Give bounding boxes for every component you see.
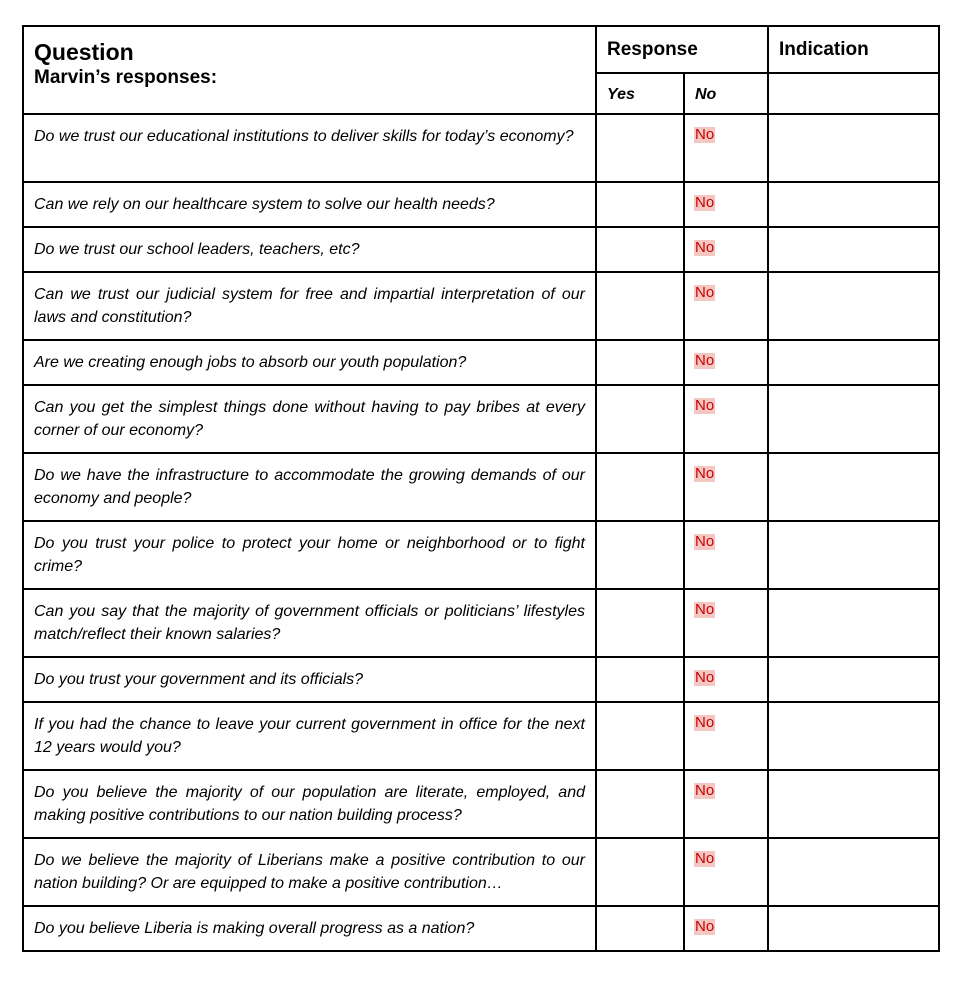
no-answer-cell [684,227,768,272]
question-text: Can we trust our judicial system for free and impartial interpretation of our laws and constitution? [23,272,596,340]
indication-cell [768,453,939,521]
yes-answer-cell [596,770,684,838]
yes-column-header: Yes [596,73,684,114]
no-answer-mark: No [695,918,715,935]
no-answer-mark: No [695,126,715,143]
question-header-cell [23,26,596,114]
indication-cell [768,906,939,951]
no-answer-mark: No [695,669,715,686]
question-row [23,770,939,838]
no-answer-mark: No [695,352,715,369]
question-text: If you had the chance to leave your current government in office for the next 12 years would you? [23,702,596,770]
indication-cell [768,657,939,702]
survey-table-body [23,26,939,951]
no-answer-cell [684,272,768,340]
no-answer-cell [684,521,768,589]
question-row [23,453,939,521]
response-header: Response [596,26,768,73]
yes-answer-cell [596,340,684,385]
no-answer-mark: No [695,533,715,550]
indication-cell [768,702,939,770]
no-answer-mark: No [695,850,715,867]
question-text: Are we creating enough jobs to absorb our youth population? [23,340,596,385]
question-text: Do you trust your police to protect your home or neighborhood or to fight crime? [23,521,596,589]
indication-cell [768,227,939,272]
yes-answer-cell [596,114,684,182]
yes-answer-cell [596,521,684,589]
question-row [23,182,939,227]
indication-cell [768,838,939,906]
question-row [23,702,939,770]
question-text: Do we believe the majority of Liberians make a positive contribution to our nation building? Or are equipped to make a positive contribution… [23,838,596,906]
no-answer-cell [684,114,768,182]
yes-answer-cell [596,702,684,770]
no-answer-mark: No [695,714,715,731]
no-answer-cell [684,770,768,838]
no-answer-mark: No [695,397,715,414]
question-text: Do you believe Liberia is making overall progress as a nation? [23,906,596,951]
no-answer-cell [684,182,768,227]
yes-answer-cell [596,906,684,951]
no-answer-cell [684,838,768,906]
question-row [23,521,939,589]
responses-subtitle: Marvin’s responses: [34,67,218,88]
indication-subheader-cell [768,73,939,114]
indication-cell [768,770,939,838]
question-row [23,114,939,182]
survey-table [22,25,940,952]
no-answer-mark: No [695,782,715,799]
no-answer-cell [684,657,768,702]
question-row [23,906,939,951]
indication-cell [768,385,939,453]
no-answer-mark: No [695,284,715,301]
question-text: Do you believe the majority of our population are literate, employed, and making positive contributions to our nation building process? [23,770,596,838]
yes-answer-cell [596,182,684,227]
question-row [23,838,939,906]
no-answer-mark: No [695,601,715,618]
indication-cell [768,114,939,182]
question-row [23,589,939,657]
question-text: Do we trust our educational institutions to deliver skills for today’s economy? [23,114,596,182]
question-text: Do we have the infrastructure to accommodate the growing demands of our economy and people? [23,453,596,521]
indication-cell [768,589,939,657]
question-row [23,227,939,272]
question-text: Can we rely on our healthcare system to solve our health needs? [23,182,596,227]
question-text: Can you say that the majority of government officials or politicians’ lifestyles match/reflect their known salaries? [23,589,596,657]
yes-answer-cell [596,385,684,453]
header-row [23,26,939,73]
question-text: Can you get the simplest things done without having to pay bribes at every corner of our economy? [23,385,596,453]
no-answer-cell [684,453,768,521]
question-row [23,340,939,385]
yes-answer-cell [596,657,684,702]
yes-answer-cell [596,272,684,340]
question-text: Do you trust your government and its officials? [23,657,596,702]
no-answer-mark: No [695,465,715,482]
no-answer-cell [684,906,768,951]
question-row [23,272,939,340]
indication-cell [768,521,939,589]
no-answer-cell [684,340,768,385]
indication-cell [768,340,939,385]
no-answer-cell [684,385,768,453]
no-column-header: No [684,73,768,114]
no-answer-mark: No [695,194,715,211]
indication-cell [768,182,939,227]
indication-header: Indication [768,26,939,73]
question-text: Do we trust our school leaders, teachers, etc? [23,227,596,272]
yes-answer-cell [596,589,684,657]
question-row [23,385,939,453]
no-answer-cell [684,589,768,657]
yes-answer-cell [596,227,684,272]
question-row [23,657,939,702]
yes-answer-cell [596,453,684,521]
yes-answer-cell [596,838,684,906]
no-answer-cell [684,702,768,770]
question-title: Question [34,39,134,65]
indication-cell [768,272,939,340]
no-answer-mark: No [695,239,715,256]
